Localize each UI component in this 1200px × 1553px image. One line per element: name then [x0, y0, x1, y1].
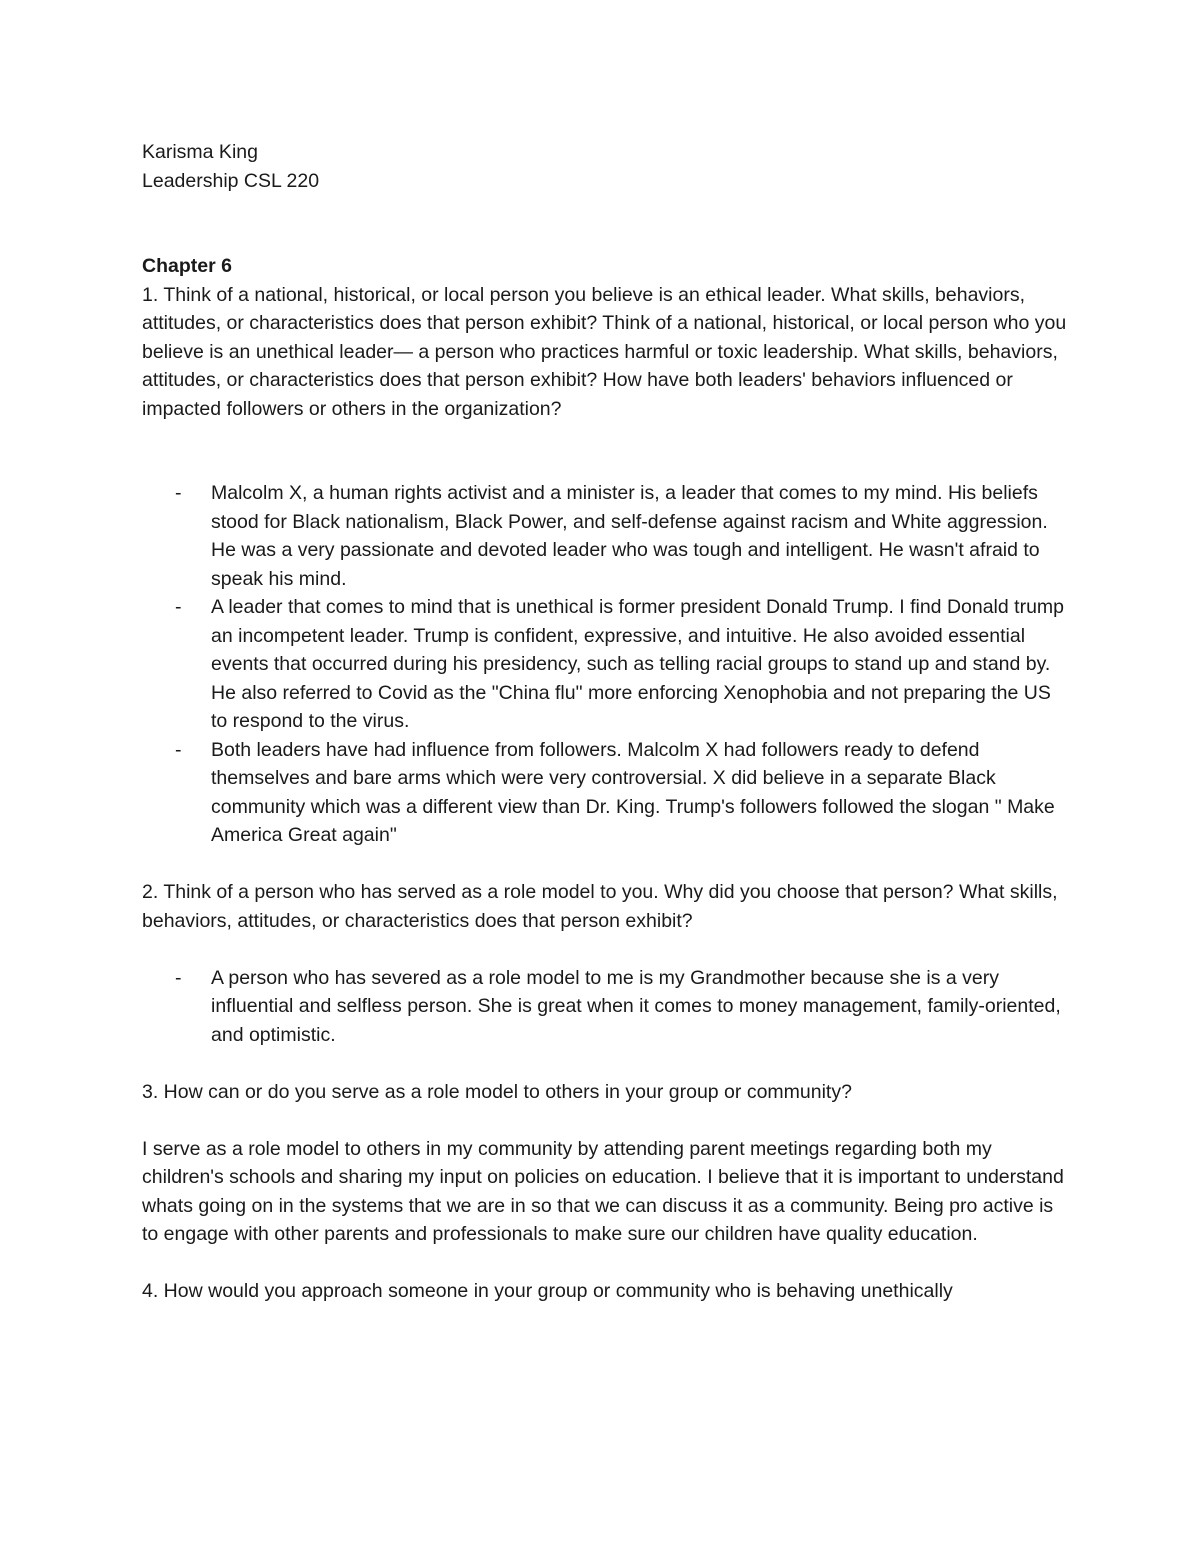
question-4: 4. How would you approach someone in your group or community who is behaving unethically — [142, 1280, 953, 1302]
question-1-answers — [142, 479, 1072, 850]
bullet-marker: - — [175, 738, 182, 761]
answer-1b: A leader that comes to mind that is unethical is former president Donald Trump. I find Donald trump an incompetent leader. Trump is confident, expressive, and intuitive. He also avoided essential events that occurred during his presidency, such as telling racial groups to stand up and stand by. He also referred to Covid as the "China flu" more enforcing Xenophobia and not preparing the US to respond to the virus. — [211, 596, 1065, 732]
course-name: Leadership CSL 220 — [142, 169, 320, 192]
bullet-marker: - — [175, 596, 182, 618]
answer-2a: A person who has severed as a role model to me is my Grandmother because she is a very influential and selfless person. She is great when it comes to money management, family-oriented, and optimistic. — [211, 966, 1061, 1046]
answer-1a: Malcolm X, a human rights activist and a minister is, a leader that comes to my mind. His beliefs stood for Black nationalism, Black Power, and self-defense against racism and White aggression. He was a very passionate and devoted leader who was tough and intelligent. He wasn't afraid to speak his mind. — [211, 482, 1048, 590]
answer-1c: Both leaders have had influence from followers. Malcolm X had followers ready to defend themselves and bare arms which were very controversial. X did believe in a separate Black community which was a different view than Dr. King. Trump's followers followed the slogan " Make America Great again" — [211, 738, 1055, 846]
question-3: 3. How can or do you serve as a role model to others in your group or community? — [142, 1080, 852, 1103]
list-item — [142, 964, 1072, 1050]
document-page — [142, 138, 1072, 1306]
list-item — [142, 479, 1072, 593]
list-item — [142, 593, 1072, 736]
bullet-marker: - — [175, 482, 182, 504]
question-2-answers — [142, 964, 1072, 1050]
list-item — [142, 736, 1072, 850]
question-1: 1. Think of a national, historical, or local person you believe is an ethical leader. What skills, behaviors, attitudes, or characteristics does that person exhibit? Think of a national, historical, or local person who you believe is an unethical leader— a person who practices harmful or toxic leadership. What skills, behaviors, attitudes, or characteristics does that person exhibit? How have both leaders' behaviors influenced or impacted followers or others in the organization? — [142, 283, 1067, 420]
answer-3: I serve as a role model to others in my community by attending parent meetings regarding both my children's schools and sharing my input on policies on education. I believe that it is important to understand whats going on in the systems that we are in so that we can discuss it as a community. Being pro active is to engage with other parents and professionals to make sure our children have quality education. — [142, 1137, 1064, 1245]
author-name: Karisma King — [142, 141, 258, 163]
bullet-marker: - — [175, 966, 182, 989]
chapter-title: Chapter 6 — [142, 255, 232, 277]
question-2: 2. Think of a person who has served as a role model to you. Why did you choose that person? What skills, behaviors, attitudes, or characteristics does that person exhibit? — [142, 881, 1058, 932]
